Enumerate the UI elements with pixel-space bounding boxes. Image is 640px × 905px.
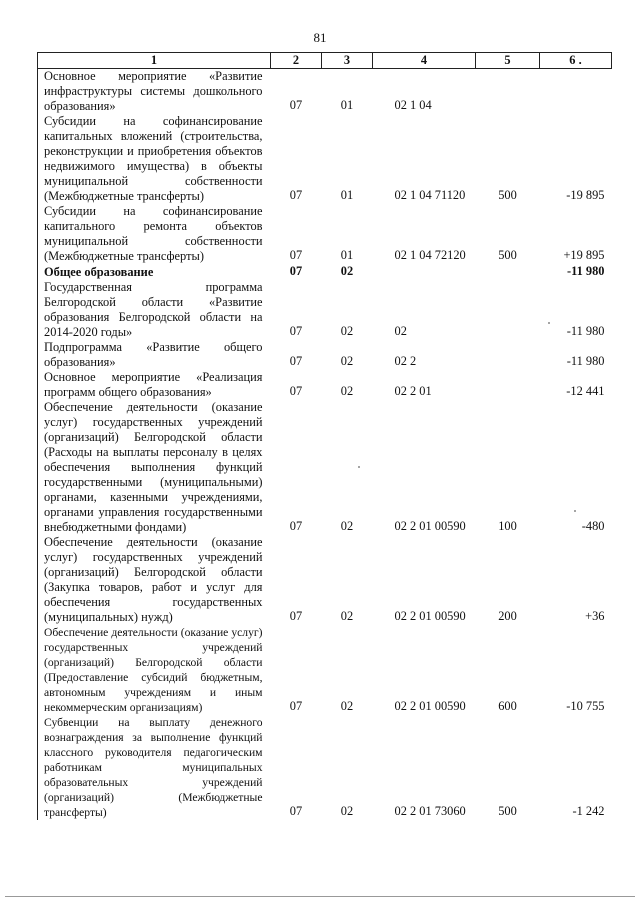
row-cell-c6: -10 755 (566, 699, 605, 713)
row-cell-c5 (476, 264, 540, 280)
row-description: Общее образование (38, 264, 271, 280)
row-description: Субсидии на софинансирование капитальных вложений (строительства, реконструкции и приобретения объектов недвижимого имущества) в объекты муниципальной собственности (Межбюджетные трансферты) (38, 114, 271, 204)
row-cell-c6 (540, 69, 612, 115)
table-row (38, 715, 612, 820)
row-cell-c6: -11 980 (566, 354, 605, 368)
row-description: Государственная программа Белгородской области «Развитие образования Белгородской области на 2014-2020 годы» (38, 280, 271, 340)
row-cell-c3: 02 (340, 324, 354, 338)
row-cell-c3: 02 (340, 384, 354, 398)
row-cell-c2: 07 (289, 519, 303, 533)
header-col-1: 1 (38, 53, 271, 69)
table-row (38, 69, 612, 115)
bottom-rule (5, 896, 635, 897)
row-description: Обеспечение деятельности (оказание услуг) государственных учреждений (организаций) Белгородской области (Расходы на выплаты персоналу в целях обеспечения выполнения функций государственными (муниципальными) органами, казенными учреждениями, органами управления государственными внебюджетными фондами) (38, 400, 271, 535)
table-row (38, 535, 612, 625)
row-cell-c3: 02 (340, 609, 354, 623)
row-cell-c4: 02 2 01 73060 (394, 804, 466, 818)
table-row (38, 370, 612, 400)
row-cell-c6: -11 980 (566, 264, 605, 278)
row-cell-c2: 07 (289, 98, 303, 112)
row-cell-c5: 500 (498, 248, 517, 262)
row-cell-c5 (476, 370, 540, 400)
row-cell-c5: 500 (498, 188, 517, 202)
row-description: Обеспечение деятельности (оказание услуг) государственных учреждений (организаций) Белгородской области (Предоставление субсидий бюджетным, автономным учреждениям и иным некоммерческим организациям) (38, 625, 271, 715)
row-cell-c2: 07 (289, 264, 303, 278)
row-cell-c6: -1 242 (572, 804, 605, 818)
row-cell-c4 (373, 264, 476, 280)
row-cell-c5: 500 (498, 804, 517, 818)
table-row (38, 114, 612, 204)
table-row (38, 400, 612, 535)
row-cell-c4: 02 2 01 00590 (394, 609, 466, 623)
row-description: Обеспечение деятельности (оказание услуг) государственных учреждений (организаций) Белгородской области (Закупка товаров, работ и услуг для обеспечения государственных (муниципальных) нужд) (38, 535, 271, 625)
row-cell-c4: 02 2 (394, 354, 417, 368)
row-cell-c4: 02 2 01 (394, 384, 432, 398)
row-cell-c6: +36 (585, 609, 605, 623)
table-row (38, 280, 612, 340)
table-header-row (38, 53, 612, 69)
row-cell-c6: -12 441 (566, 384, 605, 398)
row-cell-c2: 07 (289, 609, 303, 623)
row-cell-c6: +19 895 (563, 248, 605, 262)
row-cell-c4: 02 1 04 71120 (394, 188, 466, 202)
table-row (38, 204, 612, 264)
header-col-2: 2 (271, 53, 322, 69)
row-cell-c2: 07 (289, 804, 303, 818)
row-cell-c2: 07 (289, 324, 303, 338)
row-cell-c2: 07 (289, 354, 303, 368)
row-cell-c2: 07 (289, 248, 303, 262)
row-cell-c5 (476, 340, 540, 370)
row-cell-c5: 100 (498, 519, 517, 533)
row-cell-c5 (476, 280, 540, 340)
row-cell-c3: 02 (340, 264, 354, 278)
row-cell-c3: 02 (340, 699, 354, 713)
row-cell-c2: 07 (289, 188, 303, 202)
row-cell-c4: 02 (394, 324, 407, 338)
row-cell-c5: 600 (498, 699, 517, 713)
row-cell-c6: -480 (581, 519, 605, 533)
row-cell-c3: 02 (340, 519, 354, 533)
scan-speck (574, 510, 576, 512)
header-col-6: 6 . (540, 53, 612, 69)
row-cell-c4: 02 1 04 72120 (394, 248, 466, 262)
row-description: Подпрограмма «Развитие общего образования» (38, 340, 271, 370)
row-description: Основное мероприятие «Развитие инфраструктуры системы дошкольного образования» (38, 69, 271, 115)
table-row (38, 625, 612, 715)
row-cell-c4: 02 2 01 00590 (394, 699, 466, 713)
row-cell-c2: 07 (289, 699, 303, 713)
header-col-5: 5 (476, 53, 540, 69)
row-cell-c3: 01 (340, 98, 354, 112)
table-row (38, 340, 612, 370)
row-cell-c6: -19 895 (566, 188, 605, 202)
row-description: Субсидии на софинансирование капитального ремонта объектов муниципальной собственности (Межбюджетные трансферты) (38, 204, 271, 264)
row-cell-c3: 01 (340, 248, 354, 262)
row-cell-c3: 02 (340, 804, 354, 818)
scan-speck (548, 322, 550, 324)
page-number: 81 (313, 30, 327, 45)
header-col-3: 3 (322, 53, 373, 69)
row-cell-c4: 02 1 04 (394, 98, 432, 112)
row-description: Субвенции на выплату денежного вознаграждения за выполнение функций классного руководителя педагогическим работникам муниципальных образовательных учреждений (организаций) (Межбюджетные трансферты) (38, 715, 271, 820)
header-col-4: 4 (373, 53, 476, 69)
row-cell-c5 (476, 69, 540, 115)
budget-table (37, 52, 612, 820)
row-cell-c6: -11 980 (566, 324, 605, 338)
row-cell-c3: 02 (340, 354, 354, 368)
table-row (38, 264, 612, 280)
row-description: Основное мероприятие «Реализация программ общего образования» (38, 370, 271, 400)
row-cell-c3: 01 (340, 188, 354, 202)
row-cell-c5: 200 (498, 609, 517, 623)
scan-speck (358, 466, 360, 468)
row-cell-c2: 07 (289, 384, 303, 398)
row-cell-c4: 02 2 01 00590 (394, 519, 466, 533)
